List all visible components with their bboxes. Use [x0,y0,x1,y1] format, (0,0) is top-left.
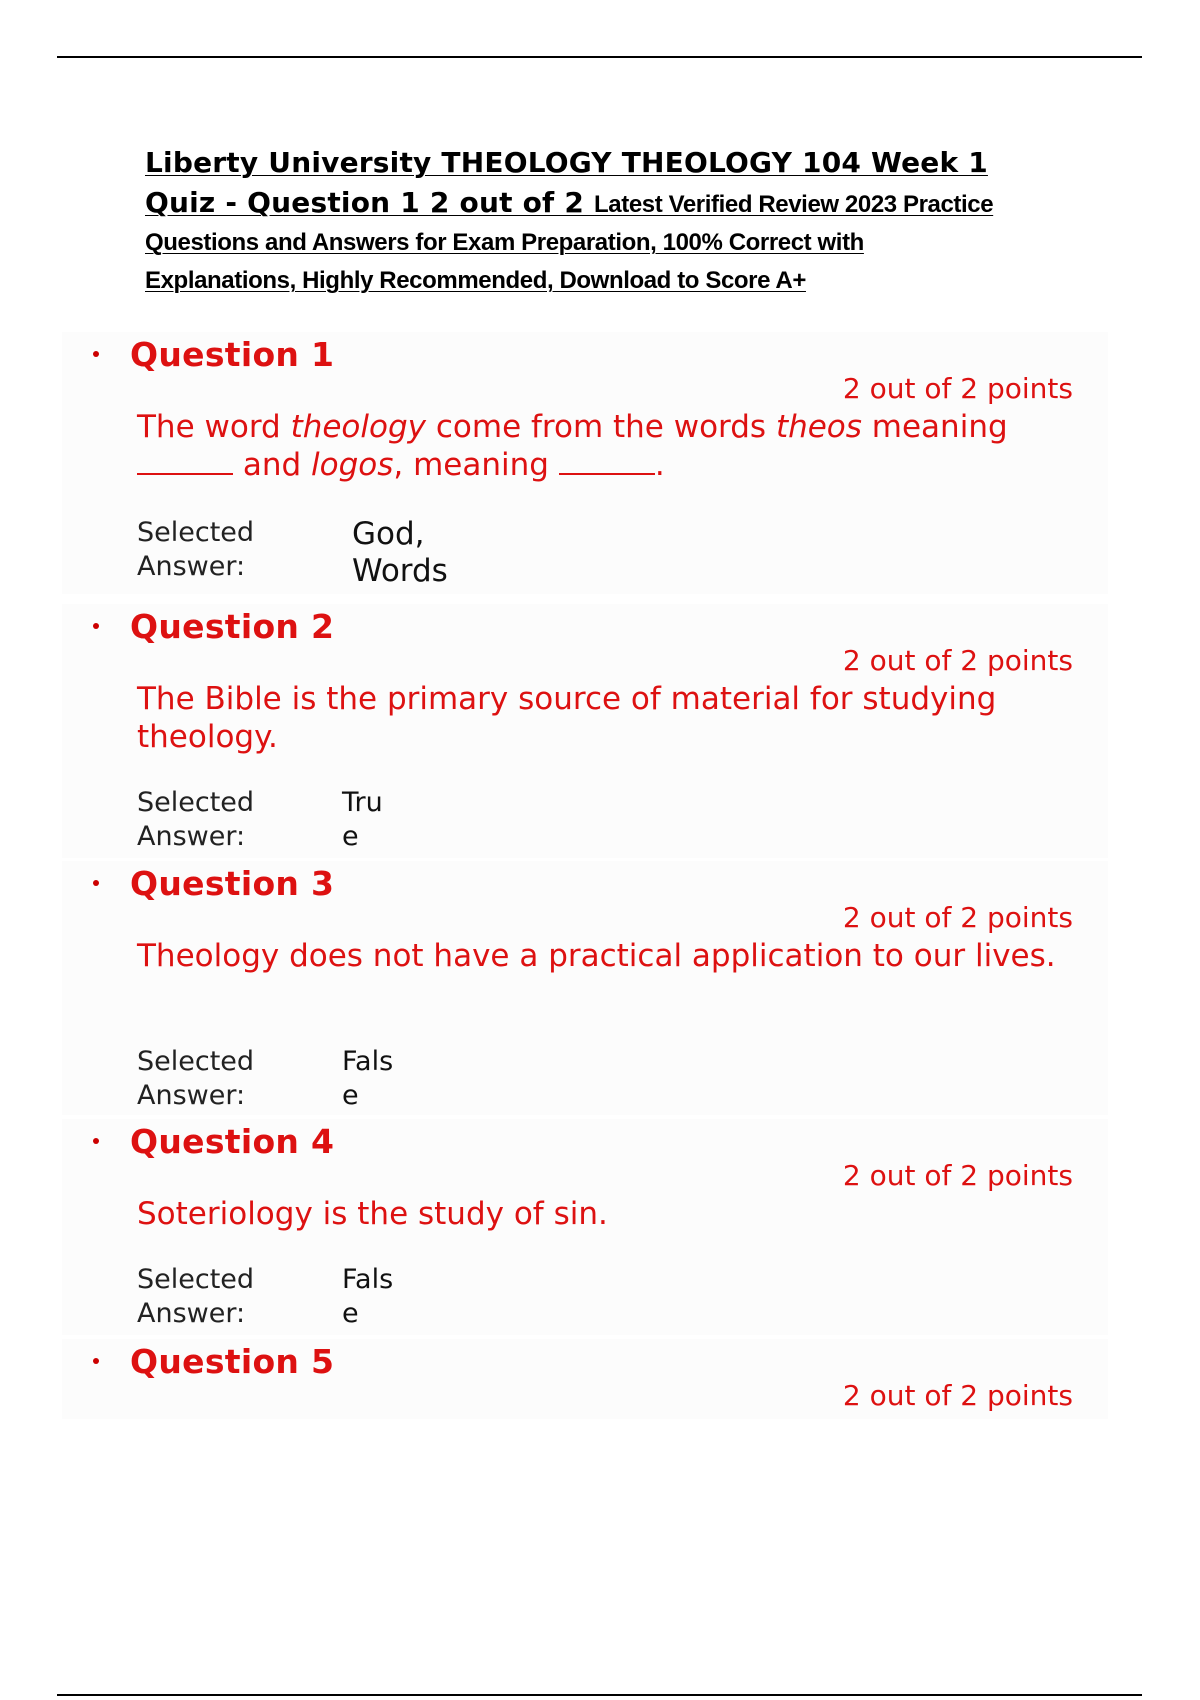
bullet-icon [93,351,99,357]
title-sub-4: Explanations, Highly Recommended, Download to Score A+ [145,267,806,294]
question-points: 2 out of 2 points [842,901,1073,934]
title-sub-3: Questions and Answers for Exam Preparation, 100% Correct with [145,229,864,256]
question-heading [62,861,334,905]
question-title: Question 5 [130,1341,335,1381]
top-rule [57,56,1142,58]
question-title: Question 1 [130,334,335,374]
title-strong-2: Quiz - Question 1 2 out of 2 [145,186,595,219]
question-points: 2 out of 2 points [842,372,1073,405]
selected-answer-value: Tru e [342,787,383,852]
title-line-4 [145,263,1095,301]
question-item-5 [62,1339,1108,1419]
answer-blank [559,451,655,475]
question-item-1 [62,332,1108,594]
question-title: Question 3 [130,863,335,903]
question-points: 2 out of 2 points [842,644,1073,677]
title-line-2 [145,185,1095,225]
selected-answer-row [137,1263,394,1331]
bullet-icon [93,1358,99,1364]
bottom-rule [57,1694,1142,1696]
question-item-4 [62,1119,1108,1335]
question-text-part: come from the words [426,409,776,445]
question-text-italic: theology [290,409,427,445]
title-sub-2: Latest Verified Review 2023 Practice [594,191,994,218]
document-title [145,145,1095,301]
question-text-part: . [654,447,665,483]
question-text [137,408,1057,484]
selected-answer-label: Selected Answer: [137,1046,255,1111]
selected-answer-label: Selected Answer: [137,787,255,852]
title-line-3 [145,225,1095,263]
question-points: 2 out of 2 points [842,1159,1073,1192]
question-points: 2 out of 2 points [842,1379,1073,1412]
question-item-2 [62,604,1108,858]
selected-answer-row [137,786,383,854]
bullet-icon [93,1138,99,1144]
question-title: Question 2 [130,606,335,646]
title-line-1 [145,145,1095,185]
selected-answer-row [137,516,448,589]
question-heading [62,1339,334,1383]
bullet-icon [93,623,99,629]
selected-answer-value: Fals e [342,1046,394,1111]
question-text-part: and [233,447,312,483]
title-strong-1: Liberty University THEOLOGY THEOLOGY 104 Week 1 [145,146,988,179]
selected-answer-value: Fals e [342,1264,394,1329]
question-text-part: The word [137,409,291,445]
selected-answer-value: God, Words [352,516,448,589]
question-heading [62,1119,334,1163]
question-text: Theology does not have a practical application to our lives. [137,938,1056,974]
answer-blank [137,451,233,475]
question-heading [62,332,334,376]
question-text-italic: theos [775,409,862,445]
question-text-italic: logos [311,447,394,483]
selected-answer-row [137,1045,394,1113]
question-text-part: , meaning [393,447,559,483]
question-title: Question 4 [130,1121,335,1161]
question-text: The Bible is the primary source of material for studying theology. [137,681,997,755]
bullet-icon [93,880,99,886]
selected-answer-label: Selected Answer: [137,517,255,582]
question-heading [62,604,334,648]
question-item-3 [62,861,1108,1115]
question-text-part: meaning [861,409,1008,445]
question-text: Soteriology is the study of sin. [137,1196,608,1232]
selected-answer-label: Selected Answer: [137,1264,255,1329]
